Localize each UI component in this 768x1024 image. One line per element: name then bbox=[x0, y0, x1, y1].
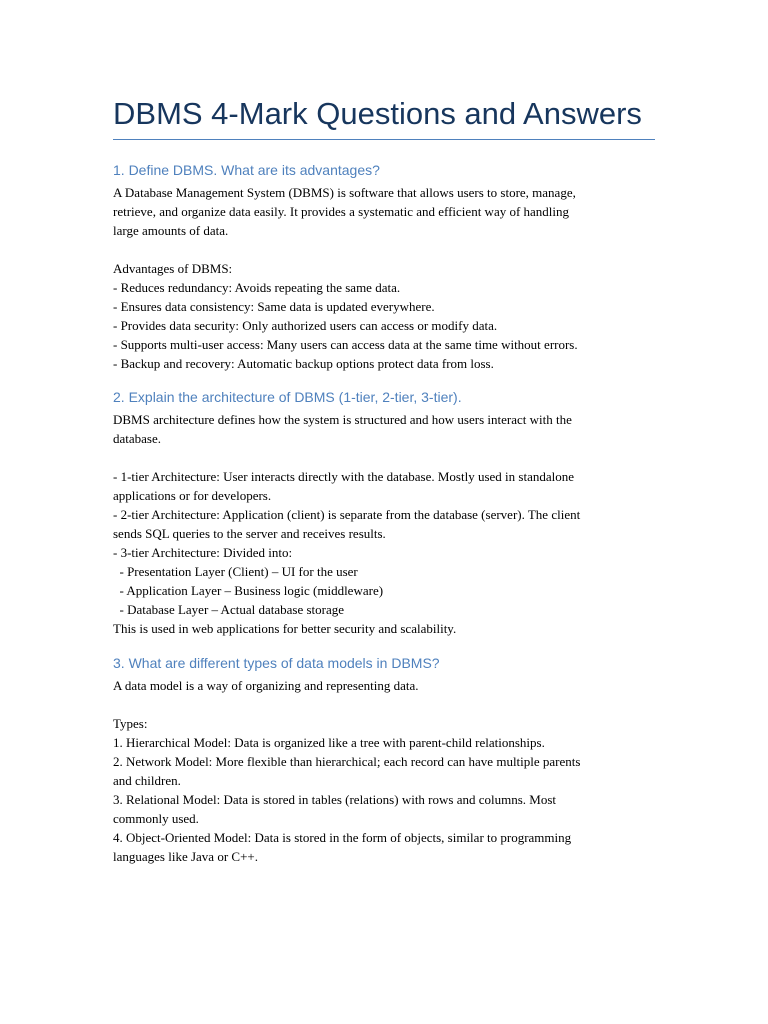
body-text-line: 1. Hierarchical Model: Data is organized like a tree with parent-child relationships. bbox=[113, 735, 545, 750]
section-body bbox=[113, 183, 658, 373]
body-text-line: - 3-tier Architecture: Divided into: bbox=[113, 545, 293, 560]
body-text-line: applications or for developers. bbox=[113, 488, 272, 503]
body-text-line: - Presentation Layer (Client) – UI for the user bbox=[113, 564, 358, 579]
body-text-line: 2. Network Model: More flexible than hierarchical; each record can have multiple parents bbox=[113, 754, 581, 769]
title-underline bbox=[113, 139, 655, 140]
body-text-line: languages like Java or C++. bbox=[113, 849, 258, 864]
section-dbms-architecture bbox=[113, 387, 658, 638]
body-text-line: large amounts of data. bbox=[113, 223, 229, 238]
page-title: DBMS 4-Mark Questions and Answers bbox=[113, 96, 642, 131]
blank-line bbox=[113, 695, 658, 714]
body-text-line: - Reduces redundancy: Avoids repeating the same data. bbox=[113, 280, 401, 295]
section-define-dbms bbox=[113, 160, 658, 373]
blank-line bbox=[113, 448, 658, 467]
body-text-line: retrieve, and organize data easily. It provides a systematic and efficient way of handling bbox=[113, 204, 570, 219]
body-text-line: - Provides data security: Only authorized users can access or modify data. bbox=[113, 318, 498, 333]
body-text-line: This is used in web applications for better security and scalability. bbox=[113, 621, 457, 636]
body-text-line: - Ensures data consistency: Same data is updated everywhere. bbox=[113, 299, 435, 314]
body-text-line: - 2-tier Architecture: Application (client) is separate from the database (server). The client bbox=[113, 507, 581, 522]
body-text-line: DBMS architecture defines how the system is structured and how users interact with the bbox=[113, 412, 572, 427]
body-text-line: and children. bbox=[113, 773, 181, 788]
section-body bbox=[113, 676, 658, 866]
body-text-line: sends SQL queries to the server and receives results. bbox=[113, 526, 386, 541]
section-data-models bbox=[113, 653, 658, 866]
body-text-line: - Database Layer – Actual database storage bbox=[113, 602, 345, 617]
body-text-line: commonly used. bbox=[113, 811, 199, 826]
body-text-line: database. bbox=[113, 431, 162, 446]
body-text-line: 4. Object-Oriented Model: Data is stored in the form of objects, similar to programming bbox=[113, 830, 572, 845]
section-body bbox=[113, 410, 658, 638]
section-heading: 1. Define DBMS. What are its advantages? bbox=[113, 162, 380, 178]
body-text-line: Types: bbox=[113, 716, 148, 731]
body-text-line: 3. Relational Model: Data is stored in tables (relations) with rows and columns. Most bbox=[113, 792, 557, 807]
body-text-line: Advantages of DBMS: bbox=[113, 261, 233, 276]
section-heading: 2. Explain the architecture of DBMS (1-tier, 2-tier, 3-tier). bbox=[113, 389, 462, 405]
body-text-line: A Database Management System (DBMS) is software that allows users to store, manage, bbox=[113, 185, 576, 200]
blank-line bbox=[113, 240, 658, 259]
body-text-line: - 1-tier Architecture: User interacts directly with the database. Mostly used in standalone bbox=[113, 469, 574, 484]
body-text-line: - Supports multi-user access: Many users can access data at the same time without errors. bbox=[113, 337, 578, 352]
section-heading: 3. What are different types of data models in DBMS? bbox=[113, 655, 440, 671]
body-text-line: - Backup and recovery: Automatic backup options protect data from loss. bbox=[113, 356, 494, 371]
body-text-line: - Application Layer – Business logic (middleware) bbox=[113, 583, 384, 598]
body-text-line: A data model is a way of organizing and representing data. bbox=[113, 678, 419, 693]
